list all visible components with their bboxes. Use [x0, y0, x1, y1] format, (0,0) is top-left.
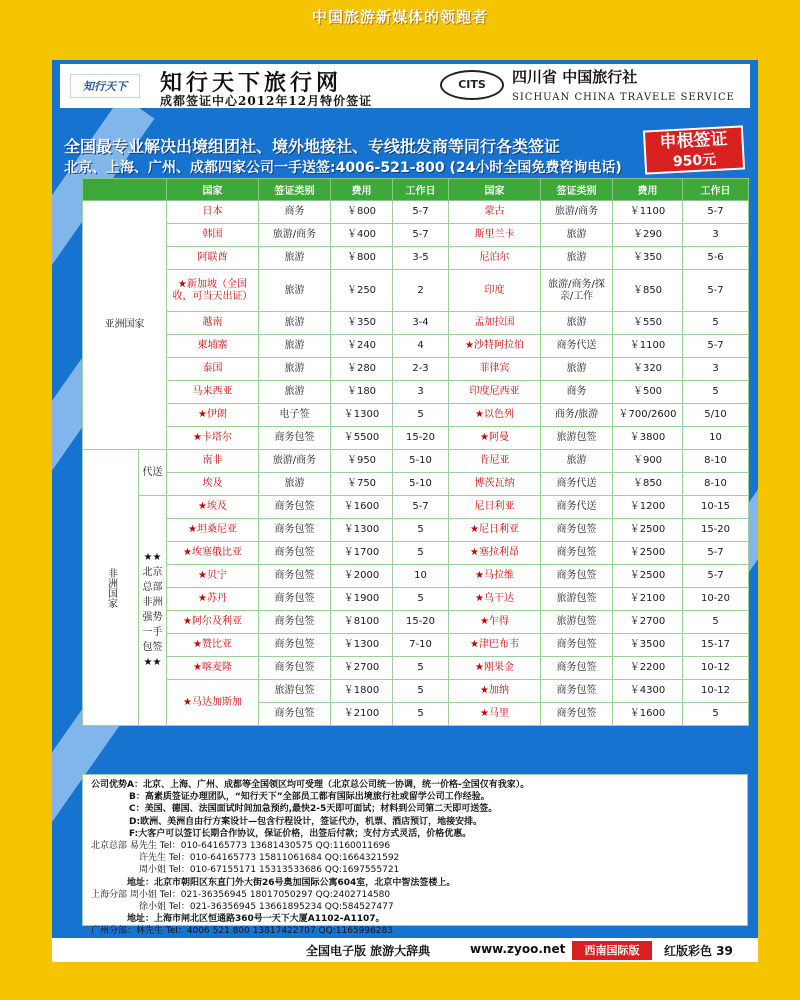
workday-cell: 10	[393, 565, 449, 588]
workday-cell: 2	[393, 270, 449, 312]
workday-cell: 5-7	[683, 565, 749, 588]
country-cell: 马来西亚	[167, 381, 259, 404]
visa-price-table-wrap	[82, 178, 748, 726]
table-header: 签证类别	[541, 179, 613, 201]
fee-cell: ￥700/2600	[613, 404, 683, 427]
table-row	[83, 473, 749, 496]
fee-cell: ￥800	[331, 247, 393, 270]
badge-price: 950元	[672, 151, 717, 171]
workday-cell: 3	[683, 224, 749, 247]
workday-cell: 5-10	[393, 450, 449, 473]
brand-title: 知行天下旅行网	[160, 70, 343, 96]
table-header: 国家	[167, 179, 259, 201]
table-row	[83, 496, 749, 519]
brand-subtitle: 成都签证中心2012年12月特价签证	[160, 94, 373, 108]
info-line: F:大客户可以签订长期合作协议，保证价格，出签后付款；支付方式灵活，价格优惠。	[129, 828, 472, 839]
info-line: 徐小姐 Tel：021-36356945 13661895234 QQ:584527477	[139, 902, 394, 913]
country-cell: ★新加坡（全国收，可当天出证）	[167, 270, 259, 312]
visa-type-cell: 商务包签	[259, 496, 331, 519]
visa-price-table	[82, 178, 749, 726]
visa-type-cell: 商务包签	[541, 634, 613, 657]
table-header-group	[83, 179, 167, 201]
workday-cell: 3	[683, 358, 749, 381]
daisong-label: 代送	[139, 450, 167, 496]
workday-cell: 15-17	[683, 634, 749, 657]
visa-type-cell: 商务包签	[259, 588, 331, 611]
workday-cell: 5	[393, 519, 449, 542]
country-cell: ★坦桑尼亚	[167, 519, 259, 542]
info-line: 地址：上海市闸北区恒通路360号一天下大厦A1102-A1107。	[127, 914, 385, 925]
hq-label-line: 强势	[142, 612, 163, 623]
workday-cell: 5-7	[683, 270, 749, 312]
workday-cell: 3	[393, 381, 449, 404]
workday-cell: 5-7	[683, 542, 749, 565]
country-cell: 斯里兰卡	[449, 224, 541, 247]
visa-type-cell: 商务包签	[541, 657, 613, 680]
workday-cell: 5	[393, 680, 449, 703]
footer-text: 全国电子版 旅游大辞典	[306, 944, 431, 958]
schengen-price-badge	[643, 125, 745, 174]
country-cell: ★阿曼	[449, 427, 541, 450]
table-row	[83, 680, 749, 703]
table-row	[83, 404, 749, 427]
country-cell: ★阿尔及利亚	[167, 611, 259, 634]
workday-cell: 10	[683, 427, 749, 450]
visa-type-cell: 商务代送	[541, 335, 613, 358]
fee-cell: ￥2200	[613, 657, 683, 680]
table-header-row	[83, 179, 749, 201]
workday-cell: 5-6	[683, 247, 749, 270]
workday-cell: 5	[393, 588, 449, 611]
country-cell: ★马里	[449, 703, 541, 726]
table-row	[83, 542, 749, 565]
country-cell: 尼泊尔	[449, 247, 541, 270]
table-row	[83, 312, 749, 335]
ad-panel	[52, 60, 758, 936]
fee-cell: ￥350	[613, 247, 683, 270]
fee-cell: ￥850	[613, 473, 683, 496]
workday-cell: 5	[683, 312, 749, 335]
country-cell: ★乍得	[449, 611, 541, 634]
workday-cell: 7-10	[393, 634, 449, 657]
top-slogan: 中国旅游新媒体的领跑者	[311, 8, 488, 26]
visa-type-cell: 旅游	[259, 270, 331, 312]
country-cell: ★埃塞俄比亚	[167, 542, 259, 565]
country-cell: 日本	[167, 201, 259, 224]
fee-cell: ￥3500	[613, 634, 683, 657]
footer-page-number: 红版彩色 39	[664, 944, 733, 958]
country-cell: 越南	[167, 312, 259, 335]
fee-cell: ￥250	[331, 270, 393, 312]
workday-cell: 5-7	[393, 201, 449, 224]
table-row	[83, 588, 749, 611]
info-line: 北京总部 易先生 Tel：010-64165773 13681430575 QQ:1160011696	[91, 841, 391, 852]
visa-type-cell: 旅游/商务/探亲/工作	[541, 270, 613, 312]
headline: 全国最专业解决出境组团社、境外地接社、专线批发商等同行各类签证	[64, 137, 561, 156]
footer-url[interactable]: www.zyoo.net	[470, 942, 566, 956]
workday-cell: 5	[393, 703, 449, 726]
fee-cell: ￥1600	[613, 703, 683, 726]
country-cell: ★沙特阿拉伯	[449, 335, 541, 358]
country-cell: ★马拉维	[449, 565, 541, 588]
country-cell: ★喀麦隆	[167, 657, 259, 680]
hq-label-line: ★★	[143, 552, 162, 563]
country-cell: ★乌干达	[449, 588, 541, 611]
info-line: C：美国、德国、法国面试时间加急预约,最快2-5天即可面试；材料到公司第二天即可送签。	[129, 804, 498, 815]
country-cell: ★津巴布韦	[449, 634, 541, 657]
fee-cell: ￥1100	[613, 201, 683, 224]
visa-type-cell: 商务	[259, 201, 331, 224]
fee-cell: ￥2700	[331, 657, 393, 680]
visa-type-cell: 旅游	[259, 247, 331, 270]
fee-cell: ￥800	[331, 201, 393, 224]
fee-cell: ￥1700	[331, 542, 393, 565]
country-cell: 孟加拉国	[449, 312, 541, 335]
visa-type-cell: 旅游/商务	[259, 450, 331, 473]
workday-cell: 3-5	[393, 247, 449, 270]
fee-cell: ￥2100	[613, 588, 683, 611]
fee-cell: ￥850	[613, 270, 683, 312]
fee-cell: ￥5500	[331, 427, 393, 450]
fee-cell: ￥180	[331, 381, 393, 404]
country-cell: ★苏丹	[167, 588, 259, 611]
fee-cell: ￥350	[331, 312, 393, 335]
table-row	[83, 634, 749, 657]
info-line: 地址：北京市朝阳区东直门外大街26号奥加国际公寓604室，北京中智法签楼上。	[127, 877, 456, 888]
country-cell: 韩国	[167, 224, 259, 247]
workday-cell: 10-20	[683, 588, 749, 611]
visa-type-cell: 商务包签	[259, 634, 331, 657]
table-row	[83, 565, 749, 588]
table-row	[83, 611, 749, 634]
country-cell: 菲律宾	[449, 358, 541, 381]
fee-cell: ￥280	[331, 358, 393, 381]
info-line: D:欧洲、美洲自由行方案设计—包含行程设计，签证代办，机票、酒店预订，地接安排。	[129, 816, 483, 827]
hq-label-line: ★★	[143, 657, 162, 668]
workday-cell: 15-20	[393, 611, 449, 634]
country-cell: ★贝宁	[167, 565, 259, 588]
country-cell: ★刚果金	[449, 657, 541, 680]
visa-type-cell: 商务包签	[541, 519, 613, 542]
visa-type-cell: 商务包签	[259, 565, 331, 588]
fee-cell: ￥1900	[331, 588, 393, 611]
hq-label-line: 一手	[142, 627, 163, 638]
country-cell: ★赞比亚	[167, 634, 259, 657]
brand-header	[60, 64, 750, 108]
fee-cell: ￥290	[613, 224, 683, 247]
table-row	[83, 270, 749, 312]
cits-name: 四川省 中国旅行社	[512, 68, 638, 86]
fee-cell: ￥8100	[331, 611, 393, 634]
company-info-box	[82, 774, 748, 936]
visa-type-cell: 商务包签	[259, 657, 331, 680]
visa-type-cell: 旅游	[541, 358, 613, 381]
fee-cell: ￥950	[331, 450, 393, 473]
fee-cell: ￥3800	[613, 427, 683, 450]
fee-cell: ￥750	[331, 473, 393, 496]
workday-cell: 10-12	[683, 657, 749, 680]
workday-cell: 5-10	[393, 473, 449, 496]
workday-cell: 2-3	[393, 358, 449, 381]
visa-type-cell: 旅游/商务	[259, 224, 331, 247]
fee-cell: ￥550	[613, 312, 683, 335]
workday-cell: 10-12	[683, 680, 749, 703]
country-cell: 尼日利亚	[449, 496, 541, 519]
table-header: 国家	[449, 179, 541, 201]
country-cell: 印度	[449, 270, 541, 312]
visa-type-cell: 旅游	[541, 450, 613, 473]
visa-type-cell: 商务/旅游	[541, 404, 613, 427]
workday-cell: 3-4	[393, 312, 449, 335]
info-line: 公司优势A：北京、上海、广州、成都等全国领区均可受理（北京总公司统一协调，统一价格-全国仅有我家）。	[91, 780, 530, 790]
table-header: 费用	[331, 179, 393, 201]
hq-label-line: 北京	[142, 567, 163, 578]
region-africa-label: 非洲国家	[83, 450, 139, 726]
visa-type-cell: 商务包签	[541, 703, 613, 726]
table-header: 费用	[613, 179, 683, 201]
visa-type-cell: 旅游	[259, 312, 331, 335]
fee-cell: ￥4300	[613, 680, 683, 703]
workday-cell: 10-15	[683, 496, 749, 519]
visa-type-cell: 旅游包签	[259, 680, 331, 703]
info-line: 上海分部 周小姐 Tel：021-36356945 18017050297 QQ:2402714580	[91, 889, 391, 900]
visa-type-cell: 商务包签	[541, 542, 613, 565]
country-cell: 泰国	[167, 358, 259, 381]
fee-cell: ￥400	[331, 224, 393, 247]
fee-cell: ￥2500	[613, 542, 683, 565]
visa-type-cell: 旅游	[541, 247, 613, 270]
fee-cell: ￥900	[613, 450, 683, 473]
country-cell: 阿联酋	[167, 247, 259, 270]
fee-cell: ￥2500	[613, 565, 683, 588]
badge-title: 申根签证	[659, 129, 729, 153]
visa-type-cell: 商务包签	[259, 519, 331, 542]
workday-cell: 8-10	[683, 473, 749, 496]
workday-cell: 5/10	[683, 404, 749, 427]
fee-cell: ￥2700	[613, 611, 683, 634]
workday-cell: 5-7	[393, 224, 449, 247]
table-row	[83, 224, 749, 247]
region-asia-label: 亚洲国家	[83, 201, 167, 450]
fee-cell: ￥2500	[613, 519, 683, 542]
table-row	[83, 519, 749, 542]
country-cell: ★卡塔尔	[167, 427, 259, 450]
table-row	[83, 247, 749, 270]
visa-type-cell: 旅游包签	[541, 611, 613, 634]
brand-logo: 知行天下	[70, 74, 140, 98]
visa-type-cell: 旅游包签	[541, 427, 613, 450]
fee-cell: ￥1300	[331, 634, 393, 657]
visa-type-cell: 旅游/商务	[541, 201, 613, 224]
workday-cell: 8-10	[683, 450, 749, 473]
country-cell: 蒙古	[449, 201, 541, 224]
fee-cell: ￥2100	[331, 703, 393, 726]
country-cell: ★埃及	[167, 496, 259, 519]
country-cell: ★马达加斯加	[167, 680, 259, 726]
country-cell: 博茨瓦纳	[449, 473, 541, 496]
visa-type-cell: 旅游包签	[541, 588, 613, 611]
visa-type-cell: 商务包签	[541, 565, 613, 588]
table-row	[83, 427, 749, 450]
visa-type-cell: 商务代送	[541, 496, 613, 519]
country-cell: 南非	[167, 450, 259, 473]
workday-cell: 15-20	[393, 427, 449, 450]
country-cell: ★塞拉利昂	[449, 542, 541, 565]
visa-type-cell: 商务包签	[259, 427, 331, 450]
fee-cell: ￥1100	[613, 335, 683, 358]
visa-type-cell: 旅游	[259, 358, 331, 381]
visa-type-cell: 商务	[541, 381, 613, 404]
fee-cell: ￥500	[613, 381, 683, 404]
workday-cell: 5	[393, 657, 449, 680]
workday-cell: 15-20	[683, 519, 749, 542]
visa-type-cell: 旅游	[541, 224, 613, 247]
info-line: 周小姐 Tel：010-67155171 15313533686 QQ:1697555721	[139, 865, 400, 876]
table-row	[83, 335, 749, 358]
workday-cell: 5	[393, 542, 449, 565]
fee-cell: ￥1600	[331, 496, 393, 519]
workday-cell: 4	[393, 335, 449, 358]
fee-cell: ￥1300	[331, 519, 393, 542]
phone-line: 北京、上海、广州、成都四家公司一手送签:4006-521-800 (24小时全国免费咨询电话)	[64, 160, 622, 176]
country-cell: ★伊朗	[167, 404, 259, 427]
visa-type-cell: 商务包签	[259, 542, 331, 565]
table-header: 签证类别	[259, 179, 331, 201]
visa-type-cell: 旅游	[259, 381, 331, 404]
visa-type-cell: 商务包签	[259, 703, 331, 726]
workday-cell: 5	[683, 611, 749, 634]
table-row	[83, 657, 749, 680]
table-row	[83, 358, 749, 381]
workday-cell: 5-7	[393, 496, 449, 519]
hq-label-line: 总部	[142, 582, 163, 593]
hq-label-line: 非洲	[142, 597, 163, 608]
table-header: 工作日	[393, 179, 449, 201]
country-cell: 埃及	[167, 473, 259, 496]
visa-type-cell: 电子签	[259, 404, 331, 427]
workday-cell: 5	[393, 404, 449, 427]
info-line: B：高素质签证办理团队，“知行天下”全部员工都有国际出境旅行社或留学公司工作经验。	[129, 792, 490, 803]
info-line: 许先生 Tel：010-64165773 15811061684 QQ:1664321592	[139, 853, 400, 864]
workday-cell: 5-7	[683, 335, 749, 358]
fee-cell: ￥240	[331, 335, 393, 358]
workday-cell: 5	[683, 381, 749, 404]
cits-english-name: SICHUAN CHINA TRAVELE SERVICE	[512, 92, 735, 103]
country-cell: 印度尼西亚	[449, 381, 541, 404]
visa-type-cell: 旅游	[259, 473, 331, 496]
table-row	[83, 450, 749, 473]
visa-type-cell: 商务代送	[541, 473, 613, 496]
table-header: 工作日	[683, 179, 749, 201]
info-line: 广州分部：林先生 Tel：4006 521 800 13817422707 QQ:1165996283	[91, 926, 394, 936]
footer-bar	[52, 936, 758, 962]
footer-edition-tag: 西南国际版	[572, 941, 652, 960]
table-row	[83, 381, 749, 404]
fee-cell: ￥1200	[613, 496, 683, 519]
fee-cell: ￥1300	[331, 404, 393, 427]
fee-cell: ￥1800	[331, 680, 393, 703]
visa-type-cell: 商务包签	[259, 611, 331, 634]
hq-label-line: 包签	[142, 642, 163, 653]
visa-type-cell: 旅游	[541, 312, 613, 335]
fee-cell: ￥2000	[331, 565, 393, 588]
visa-type-cell: 商务包签	[541, 680, 613, 703]
table-row	[83, 201, 749, 224]
country-cell: 肯尼亚	[449, 450, 541, 473]
country-cell: 柬埔寨	[167, 335, 259, 358]
country-cell: ★以色列	[449, 404, 541, 427]
cits-emblem-icon: CITS	[440, 70, 504, 100]
fee-cell: ￥320	[613, 358, 683, 381]
workday-cell: 5-7	[683, 201, 749, 224]
workday-cell: 5	[683, 703, 749, 726]
country-cell: ★加纳	[449, 680, 541, 703]
hq-label	[139, 496, 167, 726]
visa-type-cell: 旅游	[259, 335, 331, 358]
country-cell: ★尼日利亚	[449, 519, 541, 542]
